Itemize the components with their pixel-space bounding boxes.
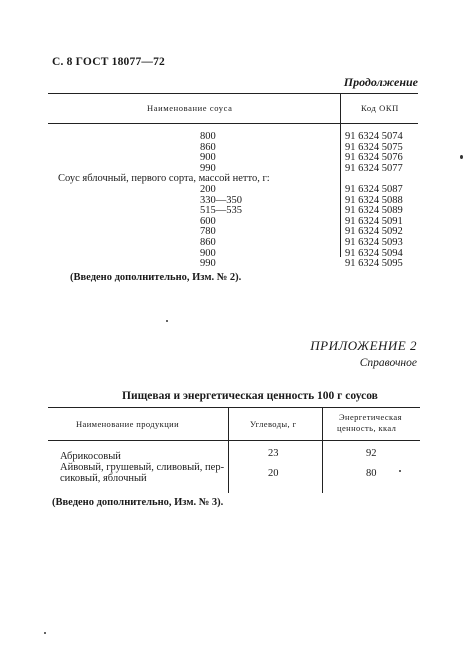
table-row-code: 91 6324 5076 — [345, 152, 403, 164]
table-row-code: 91 6324 5092 — [345, 226, 403, 238]
page-header: С. 8 ГОСТ 18077—72 — [52, 56, 165, 68]
amendment-note-2: (Введено дополнительно, Изм. № 2). — [70, 272, 242, 283]
table1-code-column — [345, 132, 403, 270]
table2-divider-1 — [228, 407, 229, 493]
scan-speck — [166, 320, 168, 322]
table2-header-carbs: Углеводы, г — [250, 419, 297, 429]
table2-title: Пищевая и энергетическая ценность 100 г соусов — [122, 390, 378, 402]
table-row-code: 91 6324 5075 — [345, 141, 403, 153]
appendix-title: ПРИЛОЖЕНИЕ 2 — [310, 338, 417, 353]
table-row-name: 780 — [200, 226, 216, 238]
table-row-name: 800 — [200, 131, 216, 142]
table-row-code: 91 6324 5088 — [345, 194, 403, 206]
table-row-code: 91 6324 5074 — [345, 131, 403, 142]
table1-name-column — [58, 131, 270, 270]
table-row-energy: 92 — [366, 448, 377, 459]
table2-divider-2 — [322, 407, 323, 493]
table-row-product: Айвовый, грушевый, сливовый, пер- — [60, 462, 225, 473]
table-row-carbs: 20 — [268, 468, 279, 479]
table2-header-product: Наименование продукции — [76, 419, 180, 429]
table2-header-rule — [48, 440, 420, 441]
table-row-carbs: 23 — [268, 448, 279, 459]
table2-header-energy-line1: Энергетическая — [339, 412, 402, 422]
table-row-energy: 80 — [366, 468, 377, 479]
table-row-name: 860 — [200, 141, 216, 153]
table-row-name: 515—535 — [200, 205, 242, 217]
table-row-code: 91 6324 5094 — [345, 247, 403, 259]
table-row-name: 330—350 — [200, 194, 242, 206]
table-row-name: 990 — [200, 258, 216, 270]
table-row-code: 91 6324 5087 — [345, 183, 403, 195]
table-row-code: 91 6324 5077 — [345, 162, 403, 174]
scan-speck — [460, 155, 463, 159]
table-row-name: 900 — [200, 152, 216, 164]
amendment-note-3: (Введено дополнительно, Изм. № 3). — [52, 497, 224, 508]
appendix-subtitle: Справочное — [359, 357, 417, 369]
table-row-name: 860 — [200, 236, 216, 248]
table-row-product: Абрикосовый — [60, 451, 121, 462]
table2-top-rule — [48, 407, 420, 408]
table1-top-rule — [48, 93, 418, 94]
scan-speck — [44, 632, 46, 634]
table-row-code: 91 6324 5093 — [345, 236, 403, 248]
table1-header-code: Код ОКП — [361, 103, 399, 113]
table-row-group-heading: Соус яблочный, первого сорта, массой нетто, г: — [58, 173, 270, 185]
scan-speck — [399, 470, 401, 472]
table-row-product: сиковый, яблочный — [60, 473, 147, 484]
table-row-code: 91 6324 5089 — [345, 205, 403, 217]
table-row-name: 200 — [200, 183, 216, 195]
table1-header-rule — [48, 123, 418, 124]
continuation-label: Продолжение — [343, 75, 418, 89]
table-row-code: 91 6324 5091 — [345, 215, 403, 227]
table1-column-divider — [340, 93, 341, 257]
table-row-code: 91 6324 5095 — [345, 258, 403, 270]
table-row-name: 600 — [200, 215, 216, 227]
table-row-name: 990 — [200, 162, 216, 174]
table-row-name: 900 — [200, 247, 216, 259]
table1-header-name: Наименование соуса — [147, 103, 233, 113]
table2-header-energy-line2: ценность, ккал — [337, 423, 397, 433]
